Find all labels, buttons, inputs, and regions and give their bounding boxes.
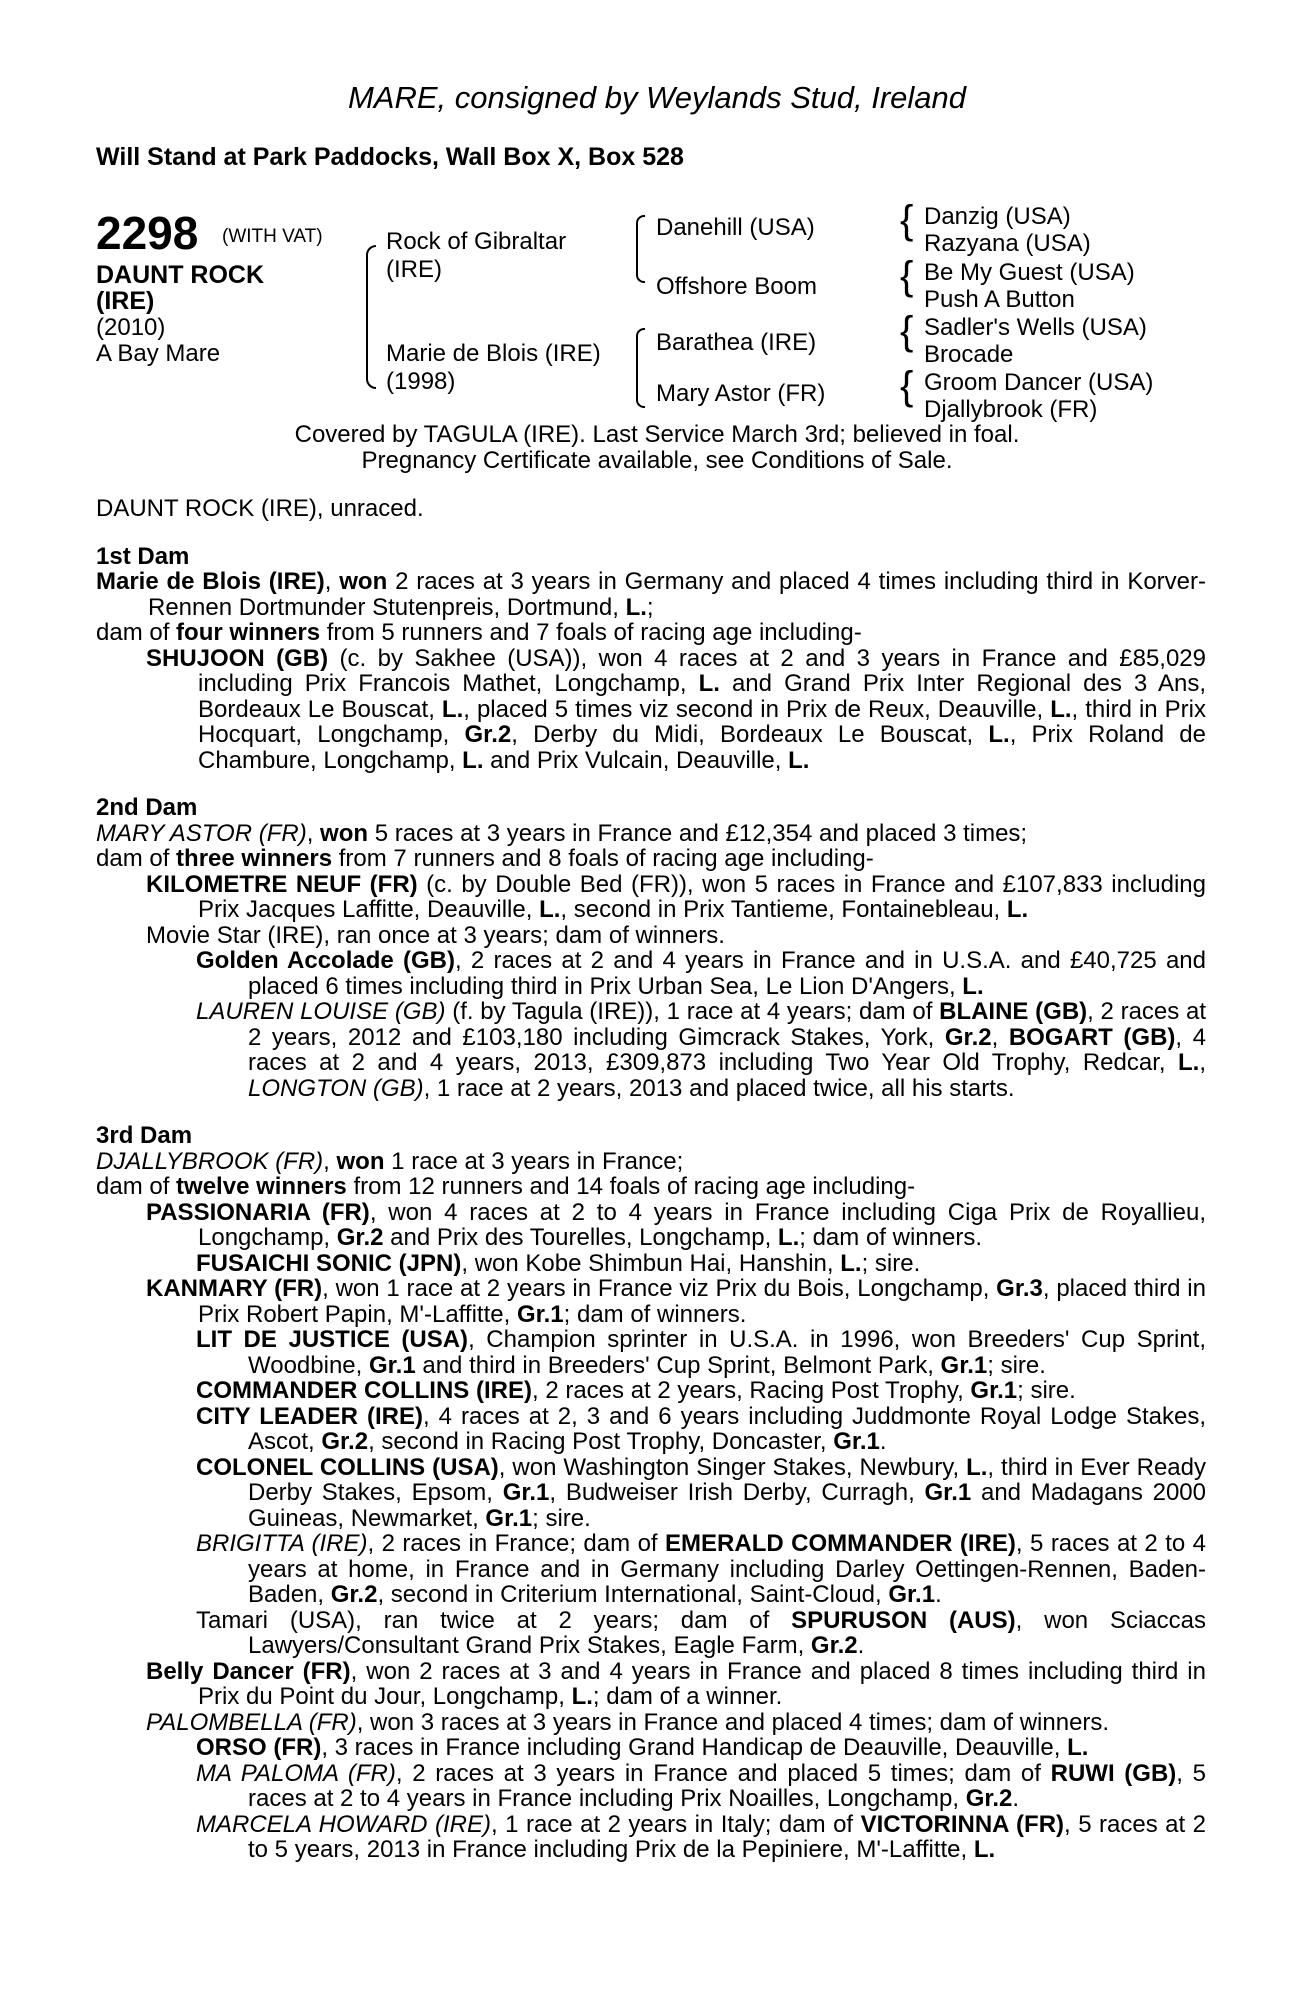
pedigree-brace	[636, 328, 645, 408]
lot-number: 2298	[96, 207, 199, 259]
second-dam-heading: 2nd Dam	[96, 794, 198, 821]
progeny-kanmary: KANMARY (FR), won 1 race at 2 years in France viz Prix du Bois, Longchamp, Gr.3, placed third in Prix Robert Papin, M'-Laffitte, Gr.1; dam of winners.	[146, 1275, 1206, 1328]
pedigree-brace	[636, 215, 645, 283]
sire-name: Rock of Gibraltar	[386, 228, 567, 255]
third-dam-record: DJALLYBROOK (FR), won 1 race at 3 years in France;	[96, 1147, 684, 1175]
grandsire-8: Djallybrook (FR)	[924, 396, 1098, 423]
progeny-shujoon: SHUJOON (GB) (c. by Sakhee (USA)), won 4 races at 2 and 3 years in France and £85,029 including Prix Francois Mathet, Longchamp, L. and Grand Prix Inter Regional des 3 Ans, Bordeaux Le Bouscat, L., placed 5 times viz second in Prix de Reux, Deauville, L., third in Prix Hocquart, Longchamp, Gr.2, Derby du Midi, Bordeaux Le Bouscat, L., Prix Roland de Chambure, Longchamp, L. and Prix Vulcain, Deauville, L.	[146, 644, 1207, 774]
pedigree-brace: {	[900, 198, 914, 242]
first-dam-produce: dam of four winners from 5 runners and 7 foals of racing age including-	[96, 619, 862, 646]
grandsire-5: Sadler's Wells (USA)	[924, 314, 1147, 341]
sire-sire: Danehill (USA)	[656, 214, 815, 241]
pedigree-brace: {	[900, 364, 914, 408]
progeny-brigitta: BRIGITTA (IRE), 2 races in France; dam of EMERALD COMMANDER (IRE), 5 races at 2 to 4 years at home, in France and in Germany including Darley Oettingen-Rennen, Baden-Baden, Gr.2, second in Criterium International, Saint-Cloud, Gr.1.	[196, 1530, 1207, 1608]
pedigree-brace: {	[900, 254, 914, 298]
third-dam-produce: dam of twelve winners from 12 runners and 14 foals of racing age including-	[96, 1173, 916, 1200]
progeny-marcela-howard: MARCELA HOWARD (IRE), 1 race at 2 years in Italy; dam of VICTORINNA (FR), 5 races at 2 to 5 years, 2013 in France including Prix de la Pepiniere, M'-Laffitte, L.	[196, 1810, 1207, 1863]
progeny-city-leader: CITY LEADER (IRE), 4 races at 2, 3 and 6 years including Juddmonte Royal Lodge Stakes, Ascot, Gr.2, second in Racing Post Trophy, Doncaster, Gr.1.	[196, 1402, 1207, 1455]
progeny-movie-star: Movie Star (IRE), ran once at 3 years; dam of winners.	[146, 921, 725, 949]
dam-dam: Mary Astor (FR)	[656, 380, 826, 407]
race-record	[96, 496, 1206, 1863]
progeny-orso: ORSO (FR), 3 races in France including Grand Handicap de Deauville, Deauville, L.	[196, 1734, 1089, 1761]
pregnancy-note: Pregnancy Certificate available, see Conditions of Sale.	[361, 447, 953, 474]
horse-year: (2010)	[96, 314, 166, 341]
progeny-commander-collins: COMMANDER COLLINS (IRE), 2 races at 2 years, Racing Post Trophy, Gr.1; sire.	[196, 1377, 1076, 1404]
second-dam-record: MARY ASTOR (FR), won 5 races at 3 years in France and £12,354 and placed 3 times;	[96, 819, 1028, 847]
first-dam-heading: 1st Dam	[96, 542, 190, 570]
progeny-golden-accolade: Golden Accolade (GB), 2 races at 2 and 4 years in France and in U.S.A. and £40,725 and placed 6 times including third in Prix Urban Sea, Le Lion D'Angers, L.	[196, 947, 1206, 1000]
second-dam-produce: dam of three winners from 7 runners and 8 foals of racing age including-	[96, 845, 874, 872]
progeny-colonel-collins: COLONEL COLLINS (USA), won Washington Singer Stakes, Newbury, L., third in Ever Ready Derby Stakes, Epsom, Gr.1, Budweiser Irish Derby, Curragh, Gr.1 and Madagans 2000 Guineas, Newmarket, Gr.1; sire.	[196, 1453, 1206, 1532]
vat-note: (WITH VAT)	[222, 226, 323, 247]
progeny-lauren-louise: LAUREN LOUISE (GB) (f. by Tagula (IRE)), 1 race at 4 years; dam of BLAINE (GB), 2 races at 2 years, 2012 and £103,180 including Gimcrack Stakes, York, Gr.2, BOGART (GB), 4 races at 2 and 4 years, 2013, £309,873 including Two Year Old Trophy, Redcar, L., LONGTON (GB), 1 race at 2 years, 2013 and placed twice, all his starts.	[196, 998, 1206, 1102]
horse-description: A Bay Mare	[96, 340, 221, 367]
progeny-palombella: PALOMBELLA (FR), won 3 races at 3 years in France and placed 4 times; dam of winners.	[146, 1708, 1110, 1736]
progeny-belly-dancer: Belly Dancer (FR), won 2 races at 3 and 4 years in France and placed 8 times including third in Prix du Point du Jour, Longchamp, L.; dam of a winner.	[146, 1657, 1206, 1710]
unraced-line: DAUNT ROCK (IRE), unraced.	[96, 495, 424, 522]
dam-name: Marie de Blois (IRE)	[386, 340, 601, 367]
sire-country: (IRE)	[386, 256, 442, 283]
first-dam-record: Marie de Blois (IRE), won 2 races at 3 years in Germany and placed 4 times including third in Korver-Rennen Dortmunder Stutenpreis, Dortmund, L.;	[96, 568, 1207, 621]
page-header: MARE, consigned by Weylands Stud, Ireland	[347, 80, 967, 115]
progeny-kilometre-neuf: KILOMETRE NEUF (FR) (c. by Double Bed (FR)), won 5 races in France and £107,833 including Prix Jacques Laffitte, Deauville, L., second in Prix Tantieme, Fontainebleau, L.	[146, 870, 1206, 923]
progeny-fusaichi-sonic: FUSAICHI SONIC (JPN), won Kobe Shimbun Hai, Hanshin, L.; sire.	[196, 1249, 921, 1277]
grandsire-3: Be My Guest (USA)	[924, 259, 1135, 286]
horse-country: (IRE)	[96, 287, 155, 315]
dam-year: (1998)	[386, 368, 456, 395]
grandsire-2: Razyana (USA)	[924, 230, 1091, 257]
sire-dam: Offshore Boom	[656, 273, 817, 300]
third-dam-heading: 3rd Dam	[96, 1122, 193, 1149]
progeny-tamari: Tamari (USA), ran twice at 2 years; dam of SPURUSON (AUS), won Sciaccas Lawyers/Consultant Grand Prix Stakes, Eagle Farm, Gr.2.	[196, 1606, 1207, 1659]
progeny-passionaria: PASSIONARIA (FR), won 4 races at 2 to 4 years in France including Ciga Prix de Royallieu, Longchamp, Gr.2 and Prix des Tourelles, Longchamp, L.; dam of winners.	[146, 1198, 1206, 1251]
progeny-lit-de-justice: LIT DE JUSTICE (USA), Champion sprinter in U.S.A. in 1996, won Breeders' Cup Sprint, Woodbine, Gr.1 and third in Breeders' Cup Sprint, Belmont Park, Gr.1; sire.	[196, 1326, 1207, 1379]
dam-sire: Barathea (IRE)	[656, 329, 817, 356]
grandsire-7: Groom Dancer (USA)	[924, 369, 1154, 396]
stand-location: Will Stand at Park Paddocks, Wall Box X, Box 528	[96, 143, 684, 171]
pedigree-brace	[366, 245, 376, 389]
covered-note: Covered by TAGULA (IRE). Last Service March 3rd; believed in foal.	[294, 421, 1020, 448]
grandsire-4: Push A Button	[924, 286, 1075, 313]
grandsire-6: Brocade	[924, 341, 1014, 368]
grandsire-1: Danzig (USA)	[924, 203, 1071, 230]
horse-name: DAUNT ROCK	[96, 261, 265, 289]
progeny-ma-paloma: MA PALOMA (FR), 2 races at 3 years in France and placed 5 times; dam of RUWI (GB), 5 races at 2 to 4 years in France including Prix Noailles, Longchamp, Gr.2.	[196, 1759, 1207, 1812]
pedigree-brace: {	[900, 309, 914, 353]
